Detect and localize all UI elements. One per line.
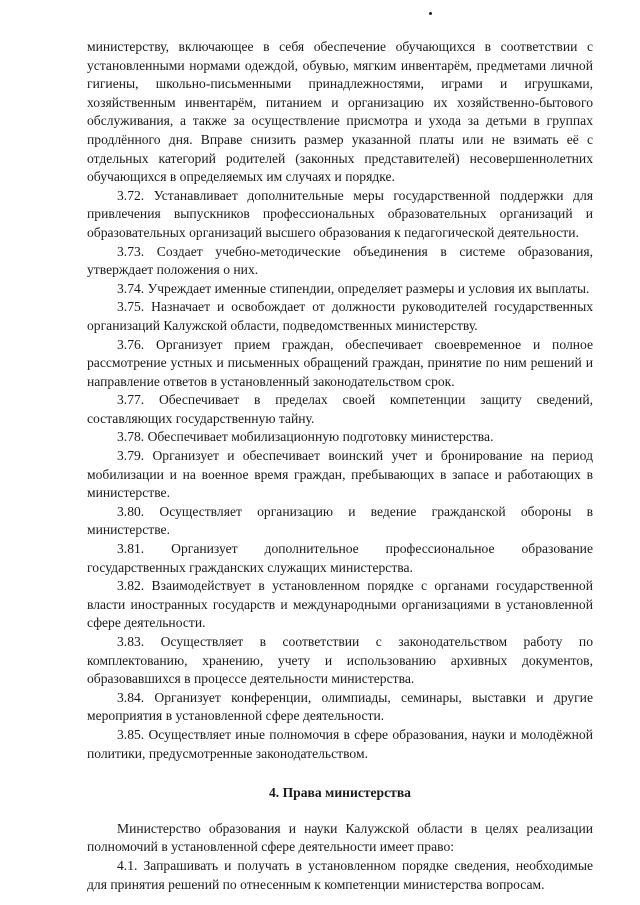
paragraph-4-1: 4.1. Запрашивать и получать в установленном порядке сведения, необходимые для принятия решений по отнесенным к компетенции министерства вопросам. [87, 857, 593, 892]
paragraph-3-72: 3.72. Устанавливает дополнительные меры государственной поддержки для привлечения выпускников профессиональных образовательных организаций и образовательных организаций высшего образования к педагогической деятельности. [87, 187, 593, 240]
paragraph-3-73: 3.73. Создает учебно-методические объединения в системе образования, утверждает положения о них. [87, 243, 593, 278]
document-body [87, 38, 593, 894]
paragraph-3-85: 3.85. Осуществляет иные полномочия в сфере образования, науки и молодёжной политики, предусмотренные законодательством. [87, 726, 593, 761]
paragraph-3-77: 3.77. Обеспечивает в пределах своей компетенции защиту сведений, составляющих государственную тайну. [87, 392, 593, 426]
paragraph-continuation: министерству, включающее в себя обеспечение обучающихся в соответствии с установленными нормами одеждой, обувью, мягким инвентарём, предметами личной гигиены, школьно-письменными принадлежностями, играми и игрушками, хозяйственным инвентарём, питанием и организацию их хозяйственно-бытового обслуживания, а также за осуществление присмотра и ухода за детьми в группах продлённого дня. Вправе снизить размер указанной платы или не взимать её с отдельных категорий родителей (законных представителей) несовершеннолетних обучающихся в определяемых им случаях и порядке. [87, 39, 593, 185]
paragraph-3-81: 3.81. Организует дополнительное профессиональное образование государственных гражданских служащих министерства. [87, 541, 593, 575]
section-title: 4. Права министерства [269, 785, 411, 801]
paragraph-3-78: 3.78. Обеспечивает мобилизационную подготовку министерства. [117, 429, 494, 445]
paragraph-3-74: 3.74. Учреждает именные стипендии, определяет размеры и условия их выплаты. [117, 280, 590, 296]
paragraph-3-76: 3.76. Организует прием граждан, обеспечивает своевременное и полное рассмотрение устных и письменных обращений граждан, принятие по ним решений и направление ответов в установленный законодательством срок. [87, 336, 593, 389]
paragraph-3-84: 3.84. Организует конференции, олимпиады, семинары, выставки и другие мероприятия в установленной сфере деятельности. [87, 689, 593, 724]
paragraph-3-82: 3.82. Взаимодействует в установленном порядке с органами государственной власти иностранных государств и международными организациями в установленной сфере деятельности. [87, 578, 593, 631]
paragraph-section-intro: Министерство образования и науки Калужской области в целях реализации полномочий в установленной сфере деятельности имеет право: [87, 820, 593, 855]
paragraph-3-80: 3.80. Осуществляет организацию и ведение гражданской обороны в министерстве. [87, 503, 593, 538]
scan-dot [429, 12, 432, 15]
paragraph-3-79: 3.79. Организует и обеспечивает воинский учет и бронирование на период мобилизации и на военное время граждан, пребывающих в запасе и работающих в министерстве. [87, 448, 593, 501]
paragraph-3-75: 3.75. Назначает и освобождает от должности руководителей государственных организаций Калужской области, подведомственных министерству. [87, 299, 593, 333]
paragraph-3-83: 3.83. Осуществляет в соответствии с законодательством работу по комплектованию, хранению, учету и использованию архивных документов, образовавшихся в процессе деятельности министерства. [87, 634, 593, 687]
